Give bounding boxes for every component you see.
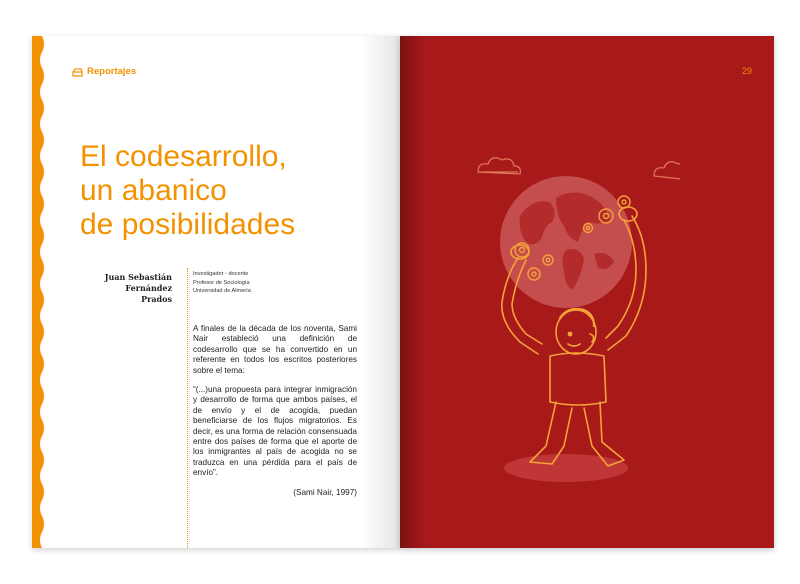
cloud-icon: [654, 162, 680, 180]
left-page: [32, 36, 400, 548]
globe-icon: [500, 176, 632, 308]
dotted-divider: [187, 268, 188, 548]
author-role: Investigador - docente: [193, 271, 249, 277]
author-role: Profesor de Sociología: [193, 279, 250, 286]
author-role: Universidad de Almería: [193, 288, 251, 294]
wavy-orange-edge: [32, 36, 46, 548]
gutter-shade: [360, 36, 400, 548]
author-name-line: Juan Sebastián: [104, 272, 172, 282]
citation: (Sami Nair, 1997): [293, 487, 357, 497]
person-holding-globe-illustration: [460, 146, 680, 486]
author-name-line: Fernández Prados: [125, 283, 172, 304]
title-line: de posibilidades: [80, 208, 296, 241]
title-line: El codesarrollo,: [80, 140, 287, 173]
cloud-icon: [478, 158, 520, 174]
section-label: Reportajes: [87, 66, 137, 77]
author-roles: [193, 270, 303, 296]
article-body: [193, 324, 357, 498]
section-header: [72, 66, 136, 77]
page-number: 29: [741, 66, 752, 76]
article-title: [80, 140, 380, 242]
intro-paragraph: A finales de la década de los noventa, Sami Nair estableció una definición de codesarrollo que se ha convertido en un referente en todos los escritos posteriores sobre el tema:: [193, 324, 357, 375]
right-page: [400, 36, 774, 548]
author-name: [92, 272, 172, 305]
title-line: un abanico: [80, 174, 227, 207]
ground-shadow: [504, 454, 628, 482]
quote-paragraph: “(...)una propuesta para integrar inmigración y desarrollo de forma que ambos países, el de envío y el de acogida, puedan beneficiarse de los flujos migratorios. Es decir, es una forma de relación consensuada entre dos países de forma que el aporte de los inmigrantes al país de acogida no se traduzca en una pérdida para el país de envío”.: [193, 385, 357, 478]
gutter-shade-right: [400, 36, 426, 548]
section-icon: [72, 67, 83, 77]
